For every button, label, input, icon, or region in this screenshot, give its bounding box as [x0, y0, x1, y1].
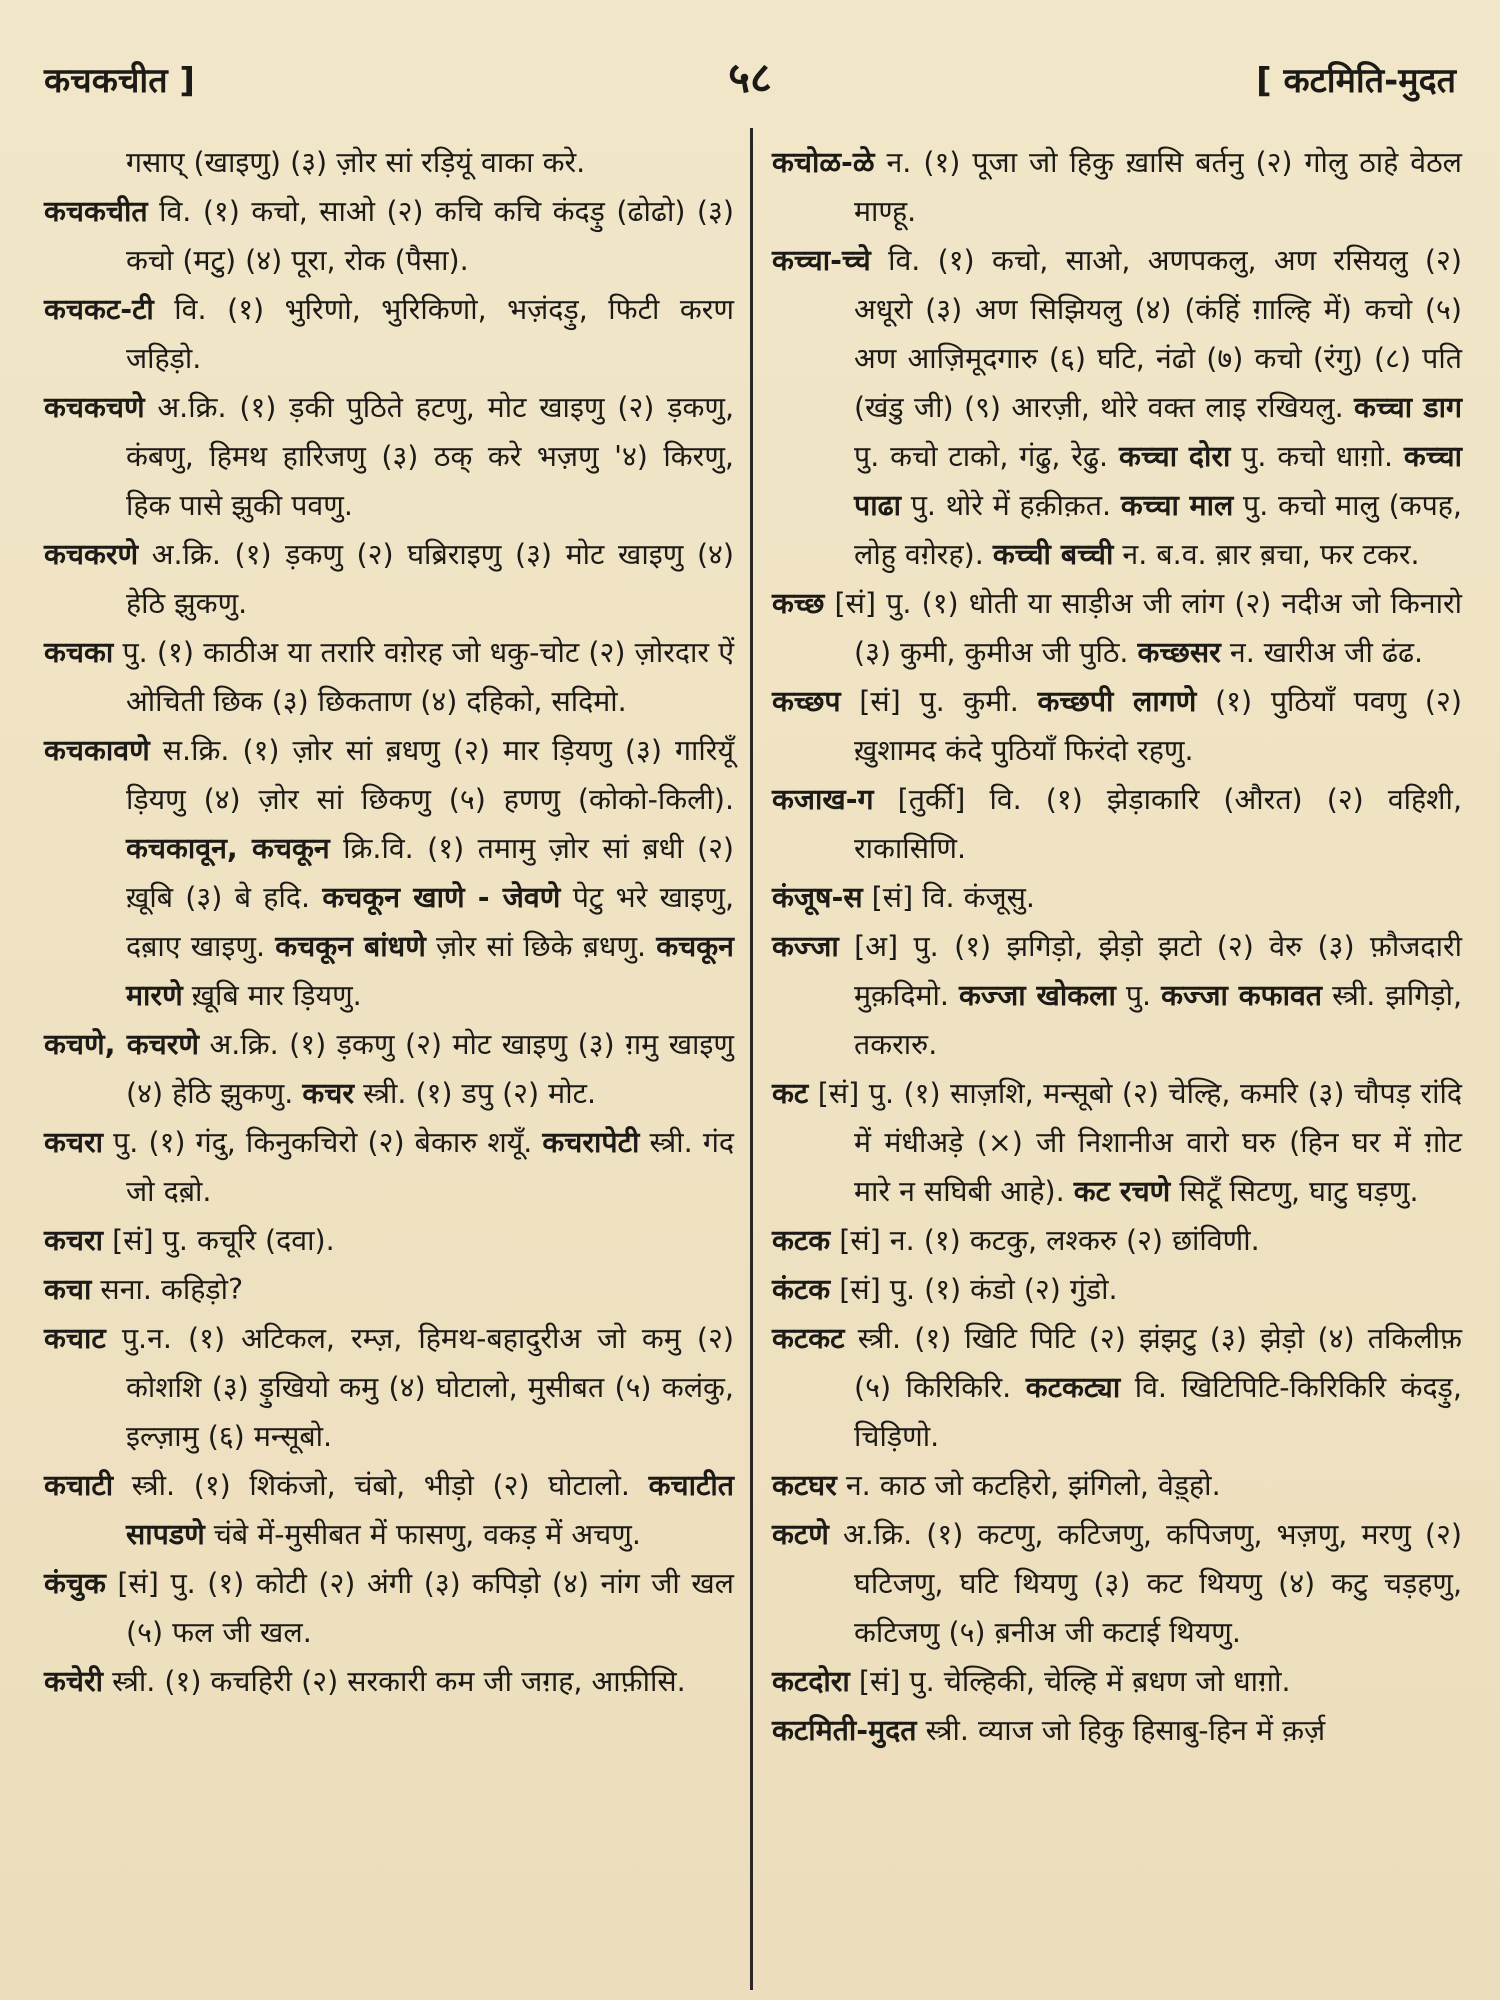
- definition-text: पु. कचो मालु (कपह, लोहु वग़ेरह).: [854, 489, 1462, 571]
- definition-text: वि. (१) कचो, साओ (२) कचि कचि कंदड़ु (ढोढो) (३) कचो (मटु) (४) पूरा, रोक (पैसा).: [126, 195, 734, 277]
- definition-text: न. काठ जो कटहिरो, झंगिलो, वेड़्हो.: [836, 1469, 1221, 1502]
- definition-text: (१) पुठियाँ पवणु (२) ख़ुशामद कंदे पुठियाँ फिरंदो रहणु.: [854, 685, 1462, 767]
- headword: कचाट: [44, 1322, 106, 1355]
- definition-text: पु. (१) गंदु, किनुकचिरो (२) बेकारु शयूँ.: [103, 1126, 543, 1159]
- headword: कच्चा माल: [1120, 489, 1234, 522]
- headword: कचरा: [44, 1224, 104, 1257]
- definition-text: पु. कचो टाको, गंढु, रेढु.: [854, 440, 1119, 473]
- dictionary-entry: [772, 1657, 1462, 1706]
- headword: कटकट्या: [1025, 1371, 1121, 1404]
- definition-text: अ.क्रि. (१) कटणु, कटिजणु, कपिजणु, भज़णु, मरणु (२) घटिजणु, घटि थियणु (३) कट थियणु (४) कटु चड़हणु, कटिजणु (५) ब़नीअ जी कटाई थियणु.: [828, 1518, 1462, 1649]
- headword: कच्चा डाग: [1354, 391, 1462, 424]
- page-number: ५८: [728, 53, 772, 102]
- definition-text: स्त्री. (१) शिकंजो, चंबो, भीड़ो (२) घोटालो.: [113, 1469, 649, 1502]
- dictionary-entry: [44, 383, 734, 530]
- dictionary-entry: [772, 1069, 1462, 1216]
- definition-text: क्रि.वि. (१) तमामु ज़ोर सां ब़धी (२) ख़ूबि (३) बे हदि.: [126, 832, 735, 914]
- headword: कचर: [302, 1077, 355, 1110]
- headword: कचोळ-ळे: [772, 146, 875, 179]
- definition-text: [सं] पु. (१) कंडो (२) गुंडो.: [830, 1273, 1118, 1306]
- definition-text: [सं] पु. कुमी.: [840, 685, 1038, 718]
- headword: कचकून खाणे - जेवणे: [322, 881, 561, 914]
- headword: कट रचणे: [1073, 1175, 1171, 1208]
- headword: कटघर: [772, 1469, 837, 1502]
- headword: कच्छपी लागणे: [1037, 685, 1197, 718]
- definition-text: वि. (१) भुरिणो, भुरिकिणो, भज़ंदड़ु, फिटी करण जहिड़ो.: [126, 293, 734, 375]
- column-divider: [750, 128, 753, 1990]
- definition-text: वि. खिटिपिटि-किरिकिरि कंदड़ु, चिड़िणो.: [854, 1371, 1462, 1453]
- dictionary-entry: [772, 922, 1462, 1069]
- definition-text: स्त्री. व्याज जो हिकु हिसाबु-हिन में क़र्ज़: [916, 1714, 1326, 1747]
- definition-text: पु. कचो धाग़ो.: [1230, 440, 1404, 473]
- dictionary-entry: [44, 1265, 734, 1314]
- headword: कचकट-टी: [44, 293, 154, 326]
- headword: कट: [772, 1077, 809, 1110]
- definition-text: अ.क्रि. (१) ड़कणु (२) मोट खाइणु (३) ग़मु खाइणु (४) हेठि झुकणु.: [126, 1028, 735, 1110]
- headword: कचरा: [44, 1126, 104, 1159]
- definition-text: [अ] पु. (१) झगिड़ो, झेड़ो झटो (२) वेरु (३) फ़ौजदारी मुक़दिमो.: [838, 930, 1462, 1012]
- definition-text: न. (१) पूजा जो हिकु ख़ासि बर्तनु (२) गोलु ठाहे वेठल माण्हू.: [854, 146, 1462, 228]
- headword: कचकचणे: [44, 391, 145, 424]
- dictionary-entry: [44, 285, 734, 383]
- definition-text: ख़ूबि मार ड़ियणु.: [182, 979, 362, 1012]
- definition-text: [सं] न. (१) कटकु, लश्करु (२) छांविणी.: [830, 1224, 1260, 1257]
- dictionary-entry: [44, 1314, 734, 1461]
- headword: कंजूष-स: [772, 881, 863, 914]
- definition-text: पु.: [1115, 979, 1162, 1012]
- definition-text: स्त्री. झगिड़ो, तकरारु.: [854, 979, 1463, 1061]
- headword: कचाटी: [44, 1469, 114, 1502]
- definition-text: स्त्री. गंद जो दब़ो.: [126, 1126, 734, 1208]
- headword: कच्चा-च्चे: [772, 244, 871, 277]
- headword: कच्चा पाढा: [854, 440, 1462, 522]
- definition-text: गसाए् (खाइणु) (३) ज़ोर सां रड़ियूं वाका करे.: [126, 146, 586, 179]
- left-guide-word: कचकचीत ]: [44, 61, 195, 101]
- page-header: [44, 48, 1456, 108]
- dictionary-entry: [772, 677, 1462, 775]
- headword: कचकून मारणे: [126, 930, 734, 1012]
- dictionary-entry: [44, 187, 734, 285]
- dictionary-entry: [44, 726, 734, 1020]
- definition-text: स.क्रि. (१) ज़ोर सां ब़धणु (२) मार ड़ियणु (३) गारियूँ ड़ियणु (४) ज़ोर सां छिकणु (५) हणणु (कोको-किली).: [126, 734, 734, 816]
- headword: कचकचीत: [44, 195, 148, 228]
- headword: कच्ची बच्ची: [992, 538, 1114, 571]
- dictionary-entry: [44, 1461, 734, 1559]
- headword: कच्छसर: [1137, 636, 1221, 669]
- headword: कटकट: [772, 1322, 845, 1355]
- definition-text: सिटूँ सिटणु, घाटु घड़णु.: [1170, 1175, 1419, 1208]
- definition-text: अ.क्रि. (१) ड़कणु (२) घब्रिराइणु (३) मोट खाइणु (४) हेठि झुकणु.: [126, 538, 734, 620]
- headword: कचरापेटी: [542, 1126, 640, 1159]
- definition-text: [सं] पु. (१) कोटी (२) अंगी (३) कपिड़ो (४) नांग जी खल (५) फल जी खल.: [105, 1567, 734, 1649]
- definition-text: [सं] पु. चेल्हिकी, चेल्हि में ब़धण जो धाग़ो.: [849, 1665, 1291, 1698]
- dictionary-entry: [772, 1510, 1462, 1657]
- headword: कच्छ: [772, 587, 825, 620]
- right-column: [772, 138, 1462, 1755]
- headword: कचकून बांधणे: [275, 930, 426, 963]
- dictionary-entry: [772, 236, 1462, 579]
- headword: कज्जा खोकला: [958, 979, 1116, 1012]
- dictionary-entry: [44, 1020, 734, 1118]
- headword: कज्जा: [772, 930, 839, 963]
- definition-text: पु.न. (१) अटिकल, रम्ज़, हिमथ-बहादुरीअ जो कमु (२) कोशशि (३) ड़ुखियो कमु (४) घोटालो, मुसीबत (५) कलंकु, इल्ज़ामु (६) मन्सूबो.: [105, 1322, 734, 1453]
- definition-text: पु. (१) काठीअ या तरारि वग़ेरह जो धकु-चोट (२) ज़ोरदार ऐं ओचिती छिक (३) छिकताण (४) दहिको, सदिमो.: [113, 636, 734, 718]
- headword: कचणे, कचरणे: [44, 1028, 200, 1061]
- definition-text: सना. कहिड़ो?: [91, 1273, 244, 1306]
- headword: कंचुक: [44, 1567, 106, 1600]
- definition-text: [तुर्की] वि. (१) झेड़ाकारि (औरत) (२) वहिशी, राकासिणि.: [854, 783, 1462, 865]
- headword: कज्जा कफावत: [1161, 979, 1323, 1012]
- dictionary-entry: [772, 138, 1462, 236]
- definition-text: [सं] पु. (१) साज़शि, मन्सूबो (२) चेल्हि, कमरि (३) चौपड़ रांदि में मंधीअड़े (×) जी निशानीअ वारो घरु (हिन घर में ग़ोट मारे न सघिबी आहे).: [808, 1077, 1462, 1208]
- dictionary-entry: [44, 628, 734, 726]
- headword: कटमिती-मुदत: [772, 1714, 917, 1747]
- dictionary-entry: [772, 1216, 1462, 1265]
- headword: कचकावून, कचकून: [126, 832, 330, 865]
- definition-text: वि. (१) कचो, साओ, अणपकलु, अण रसियलु (२) अधूरो (३) अण सिझियलु (४) (कंहिं ग़ाल्हि में) कचो (५) अण आज़िमूदगारु (६) घटि, नंढो (७) कचो (रंगु) (८) पति (खंडु जी) (९) आरज़ी, थोरे वक्त लाइ रखियलु.: [854, 244, 1462, 424]
- headword: कटक: [772, 1224, 831, 1257]
- definition-text: स्त्री. (१) डपु (२) मोट.: [354, 1077, 597, 1110]
- headword: कचकरणे: [44, 538, 139, 571]
- dictionary-entry: [772, 1314, 1462, 1461]
- headword: कजाख-ग: [772, 783, 874, 816]
- definition-text: स्त्री. (१) कचहिरी (२) सरकारी कम जी जग़ह, आफ़ीसि.: [103, 1665, 686, 1698]
- right-guide-word: [ कटमिति-मुदत: [1256, 61, 1456, 101]
- definition-text: अ.क्रि. (१) ड़की पुठिते हटणु, मोट खाइणु (२) ड़कणु, कंबणु, हिमथ हारिजणु (३) ठक् करे भज़णु '४) किरणु, हिक पासे झुकी पवणु.: [126, 391, 734, 522]
- definition-text: स्त्री. (१) खिटि पिटि (२) झंझटु (३) झेड़ो (४) तकिलीफ़ (५) किरिकिरि.: [844, 1322, 1462, 1404]
- dictionary-entry: [44, 1559, 734, 1657]
- headword: कचाटीत सापडणे: [126, 1469, 734, 1551]
- dictionary-entry: [44, 1118, 734, 1216]
- definition-text: न. ब.व. ब़ार ब़चा, फर टकर.: [1113, 538, 1420, 571]
- definition-text: न. खारीअ जी ढंढ.: [1220, 636, 1424, 669]
- headword: कटदोरा: [772, 1665, 850, 1698]
- definition-text: पेटु भरे खाइणु, दब़ाए खाइणु.: [126, 881, 735, 963]
- dictionary-entry: [44, 530, 734, 628]
- definition-text: [सं] पु. (१) धोती या साड़ीअ जी लांग (२) नदीअ जो किनारो (३) कुमी, कुमीअ जी पुठि.: [824, 587, 1462, 669]
- dictionary-entry: [772, 1706, 1462, 1755]
- dictionary-entry: [772, 1461, 1462, 1510]
- definition-text: चंबे में-मुसीबत में फासणु, वकड़ में अचणु.: [204, 1518, 641, 1551]
- definition-text: पु. थोरे में हक़ीक़त.: [901, 489, 1121, 522]
- headword: कच्छप: [772, 685, 841, 718]
- dictionary-entry: [772, 1265, 1462, 1314]
- dictionary-entry: [772, 579, 1462, 677]
- definition-text: [सं] पु. कचूरि (दवा).: [103, 1224, 335, 1257]
- headword: कचका: [44, 636, 114, 669]
- headword: कचकावणे: [44, 734, 150, 767]
- headword: कचेरी: [44, 1665, 104, 1698]
- headword: कच्चा दोरा: [1118, 440, 1231, 473]
- dictionary-entry: [772, 873, 1462, 922]
- headword: कंटक: [772, 1273, 831, 1306]
- definition-text: ज़ोर सां छिके ब़धणु.: [425, 930, 657, 963]
- dictionary-entry: [44, 1657, 734, 1706]
- definition-text: [सं] वि. कंजूसु.: [862, 881, 1035, 914]
- dictionary-entry: [44, 1216, 734, 1265]
- dictionary-entry: [772, 775, 1462, 873]
- headword: कटणे: [772, 1518, 829, 1551]
- dictionary-entry: [44, 138, 734, 187]
- left-column: [44, 138, 734, 1706]
- headword: कचा: [44, 1273, 92, 1306]
